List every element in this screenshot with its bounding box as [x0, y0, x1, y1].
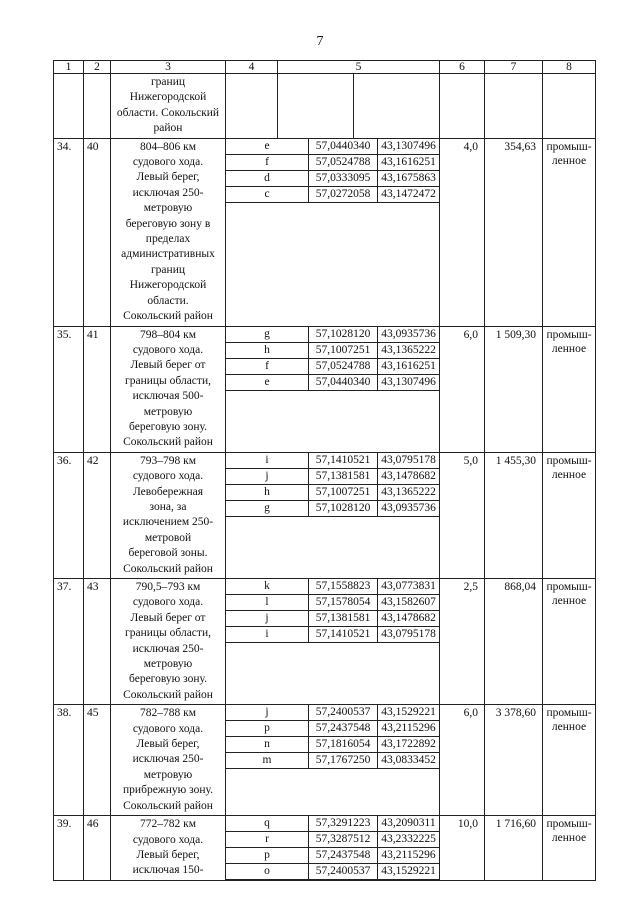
row-number: 36. — [54, 452, 84, 578]
description-line: пределах — [145, 233, 191, 246]
type-line: промыш- — [546, 581, 592, 593]
point-longitude: 43,2115296 — [378, 721, 440, 737]
point-longitude: 43,1307496 — [378, 139, 440, 155]
description-line: 782–788 км — [140, 707, 196, 720]
description-line: метровую — [143, 658, 193, 671]
point-label: j — [226, 468, 309, 484]
point-row — [226, 595, 439, 611]
point-row — [226, 864, 439, 880]
row-number: 39. — [54, 816, 84, 881]
zone-type — [543, 705, 596, 816]
type-line: ленное — [551, 721, 587, 734]
point-latitude: 57,1007251 — [309, 342, 378, 358]
description-line: 772–782 км — [140, 818, 196, 831]
description-line: границ — [150, 76, 186, 88]
zone-depth: 6,0 — [440, 326, 485, 452]
point-row — [226, 627, 439, 643]
row-number: 37. — [54, 579, 84, 705]
description-line: береговую зону в — [125, 217, 211, 230]
type-line: промыш- — [546, 454, 592, 467]
point-longitude: 43,1722892 — [378, 737, 440, 753]
zone-description — [111, 816, 226, 881]
description-line: 793–798 км — [140, 454, 196, 467]
description-line: судового хода. — [132, 343, 204, 356]
points-table — [226, 705, 439, 769]
point-longitude: 43,1529221 — [378, 864, 440, 880]
point-longitude: 43,1478682 — [378, 611, 440, 627]
zone-description — [111, 579, 226, 705]
page-number: 7 — [316, 34, 324, 49]
point-label: o — [226, 864, 309, 880]
description-line: 790,5–793 км — [135, 581, 201, 593]
description-line: береговой зоны. — [128, 547, 208, 560]
point-label: m — [226, 753, 309, 769]
zone-type — [543, 579, 596, 705]
table-row — [54, 452, 596, 578]
table-row — [54, 326, 596, 452]
description-line: области. — [147, 294, 189, 307]
description-line: исключая 150- — [132, 864, 204, 877]
point-label: p — [226, 721, 309, 737]
point-latitude: 57,0524788 — [309, 154, 378, 170]
zone-depth: 6,0 — [440, 705, 485, 816]
point-latitude: 57,0272058 — [309, 186, 378, 202]
point-label: f — [226, 154, 309, 170]
zone-depth: 4,0 — [440, 138, 485, 326]
point-longitude: 43,0935736 — [378, 500, 440, 516]
point-row — [226, 186, 439, 202]
table-row — [54, 579, 596, 705]
points-table — [226, 453, 439, 517]
description-line: Левый берег, — [136, 738, 200, 751]
point-label: c — [226, 186, 309, 202]
point-label: q — [226, 816, 309, 832]
header-cell: 1 — [54, 61, 84, 74]
description-line: береговую зону. — [129, 420, 207, 433]
point-longitude: 43,2332225 — [378, 832, 440, 848]
point-row — [226, 737, 439, 753]
point-longitude: 43,1529221 — [378, 705, 440, 721]
header-cell: 3 — [111, 61, 226, 74]
table-header — [54, 61, 596, 74]
point-label: h — [226, 484, 309, 500]
description-line: метровую — [143, 202, 193, 215]
description-line: зона, за — [149, 500, 187, 513]
point-label: p — [226, 848, 309, 864]
zone-area: 1 455,30 — [485, 452, 543, 578]
description-line: судового хода. — [132, 722, 204, 735]
point-longitude: 43,1478682 — [378, 468, 440, 484]
point-latitude: 57,1578054 — [309, 595, 378, 611]
zone-description — [111, 138, 226, 326]
description-line: район — [153, 122, 183, 135]
zone-depth: 2,5 — [440, 579, 485, 705]
point-latitude: 57,1410521 — [309, 453, 378, 469]
point-label: g — [226, 327, 309, 343]
header-cell: 8 — [543, 61, 596, 74]
point-label: r — [226, 832, 309, 848]
point-longitude: 43,0773831 — [378, 579, 440, 595]
point-row — [226, 611, 439, 627]
header-cell: 5 — [278, 61, 440, 74]
points-cell — [226, 326, 440, 452]
zone-id: 40 — [84, 138, 111, 326]
point-longitude: 43,1616251 — [378, 154, 440, 170]
description-line: области. Сокольский — [116, 106, 220, 119]
type-line: ленное — [551, 832, 587, 845]
zone-id: 43 — [84, 579, 111, 705]
point-longitude: 43,1616251 — [378, 358, 440, 374]
row-number: 34. — [54, 138, 84, 326]
point-label: k — [226, 579, 309, 595]
description-line: исключая 500- — [132, 390, 204, 403]
point-row — [226, 753, 439, 769]
type-line: промыш- — [546, 818, 592, 831]
points-cell — [226, 816, 440, 881]
description-line: Нижегородской — [129, 279, 207, 292]
description-line: Левый берег от — [130, 611, 206, 624]
table-row — [54, 816, 596, 881]
description-line: Сокольский район — [123, 436, 213, 449]
type-line: ленное — [551, 154, 587, 167]
description-line: Сокольский район — [123, 562, 213, 575]
point-row — [226, 327, 439, 343]
point-label: e — [226, 139, 309, 155]
point-longitude: 43,2115296 — [378, 848, 440, 864]
point-longitude: 43,0935736 — [378, 327, 440, 343]
point-latitude: 57,1410521 — [309, 627, 378, 643]
point-row — [226, 154, 439, 170]
point-longitude: 43,2090311 — [378, 816, 440, 832]
zone-id: 41 — [84, 326, 111, 452]
type-line: промыш- — [546, 140, 592, 153]
points-cell — [226, 579, 440, 705]
description-line: Нижегородской — [129, 91, 207, 104]
description-line: административных — [121, 248, 215, 261]
point-longitude: 43,1307496 — [378, 374, 440, 390]
zone-type — [543, 816, 596, 881]
header-cell: 2 — [84, 61, 111, 74]
description-line: Левый берег, — [136, 848, 200, 861]
point-label: i — [226, 627, 309, 643]
point-latitude: 57,1007251 — [309, 484, 378, 500]
point-label: i — [226, 453, 309, 469]
type-line: ленное — [551, 342, 587, 355]
description-line: метровой — [144, 531, 192, 544]
point-row — [226, 170, 439, 186]
description-line: границы области, — [125, 627, 211, 640]
description-line: 798–804 км — [140, 328, 196, 341]
point-label: j — [226, 611, 309, 627]
zone-area: 868,04 — [485, 579, 543, 705]
points-table — [226, 579, 439, 643]
points-table — [226, 327, 439, 391]
zones-table — [53, 60, 596, 881]
point-latitude: 57,1028120 — [309, 500, 378, 516]
description-line: Левый берег от — [130, 359, 206, 372]
description-line: береговую зону. — [129, 673, 207, 686]
point-latitude: 57,1028120 — [309, 327, 378, 343]
zone-area: 3 378,60 — [485, 705, 543, 816]
description-line: судового хода. — [132, 596, 204, 609]
point-latitude: 57,2400537 — [309, 864, 378, 880]
description-line: Сокольский район — [123, 799, 213, 812]
point-latitude: 57,0524788 — [309, 358, 378, 374]
description-line: судового хода. — [132, 470, 204, 483]
point-latitude: 57,0333095 — [309, 170, 378, 186]
point-longitude: 43,0795178 — [378, 627, 440, 643]
point-latitude: 57,1381581 — [309, 468, 378, 484]
point-row — [226, 705, 439, 721]
point-latitude: 57,0440340 — [309, 374, 378, 390]
point-row — [226, 579, 439, 595]
header-cell: 7 — [485, 61, 543, 74]
zone-type — [543, 452, 596, 578]
zone-description — [111, 452, 226, 578]
description-line: исключая 250- — [132, 186, 204, 199]
point-row — [226, 468, 439, 484]
points-cell — [226, 452, 440, 578]
zone-area: 1 509,30 — [485, 326, 543, 452]
header-cell: 4 — [226, 61, 278, 74]
point-row — [226, 832, 439, 848]
point-row — [226, 342, 439, 358]
point-row — [226, 139, 439, 155]
table-row — [54, 705, 596, 816]
point-latitude: 57,1816054 — [309, 737, 378, 753]
description-line: 804–806 км — [140, 140, 196, 153]
point-label: g — [226, 500, 309, 516]
description-line: границ — [150, 263, 186, 276]
point-longitude: 43,1472472 — [378, 186, 440, 202]
type-line: ленное — [551, 595, 587, 607]
point-latitude: 57,3287512 — [309, 832, 378, 848]
point-row — [226, 500, 439, 516]
points-table — [226, 139, 439, 203]
row-number: 38. — [54, 705, 84, 816]
point-label: f — [226, 358, 309, 374]
point-label: e — [226, 374, 309, 390]
point-longitude: 43,1582607 — [378, 595, 440, 611]
point-row — [226, 358, 439, 374]
continuation-row — [54, 74, 596, 139]
point-latitude: 57,1558823 — [309, 579, 378, 595]
point-longitude: 43,1365222 — [378, 484, 440, 500]
type-line: промыш- — [546, 707, 592, 720]
point-label: h — [226, 342, 309, 358]
zone-id: 42 — [84, 452, 111, 578]
point-latitude: 57,1767250 — [309, 753, 378, 769]
point-latitude: 57,1381581 — [309, 611, 378, 627]
zone-depth: 10,0 — [440, 816, 485, 881]
row-number: 35. — [54, 326, 84, 452]
point-longitude: 43,1675863 — [378, 170, 440, 186]
point-longitude: 43,1365222 — [378, 342, 440, 358]
point-latitude: 57,3291223 — [309, 816, 378, 832]
type-line: ленное — [551, 468, 587, 481]
point-row — [226, 848, 439, 864]
point-latitude: 57,0440340 — [309, 139, 378, 155]
description-line: Левый берег, — [136, 171, 200, 184]
zone-id: 46 — [84, 816, 111, 881]
point-row — [226, 484, 439, 500]
point-latitude: 57,2437548 — [309, 721, 378, 737]
zone-id: 45 — [84, 705, 111, 816]
point-longitude: 43,0833452 — [378, 753, 440, 769]
type-line: промыш- — [546, 328, 592, 341]
point-latitude: 57,2437548 — [309, 848, 378, 864]
zone-description — [111, 705, 226, 816]
zone-type — [543, 138, 596, 326]
point-latitude: 57,2400537 — [309, 705, 378, 721]
description-line: Сокольский район — [123, 310, 213, 323]
description-line: исключая 250- — [132, 753, 204, 766]
description-line: судового хода. — [132, 156, 204, 169]
point-label: n — [226, 737, 309, 753]
zone-depth: 5,0 — [440, 452, 485, 578]
point-label: d — [226, 170, 309, 186]
points-cell — [226, 138, 440, 326]
point-row — [226, 453, 439, 469]
description-line: судового хода. — [132, 833, 204, 846]
description-line: прибрежную зону. — [123, 784, 213, 797]
point-longitude: 43,0795178 — [378, 453, 440, 469]
continuation-description — [111, 74, 226, 139]
description-line: Сокольский район — [123, 688, 213, 701]
description-line: исключая 250- — [132, 642, 204, 655]
zone-type — [543, 326, 596, 452]
description-line: Левобережная — [132, 485, 204, 498]
header-cell: 6 — [440, 61, 485, 74]
zone-area: 354,63 — [485, 138, 543, 326]
point-row — [226, 374, 439, 390]
zone-description — [111, 326, 226, 452]
description-line: границы области, — [125, 374, 211, 387]
point-row — [226, 721, 439, 737]
point-label: l — [226, 595, 309, 611]
description-line: исключением 250- — [122, 516, 214, 529]
point-row — [226, 816, 439, 832]
description-line: метровую — [143, 405, 193, 418]
zone-area: 1 716,60 — [485, 816, 543, 881]
points-table — [226, 816, 439, 880]
point-label: j — [226, 705, 309, 721]
description-line: метровую — [143, 768, 193, 781]
table-row — [54, 138, 596, 326]
points-cell — [226, 705, 440, 816]
